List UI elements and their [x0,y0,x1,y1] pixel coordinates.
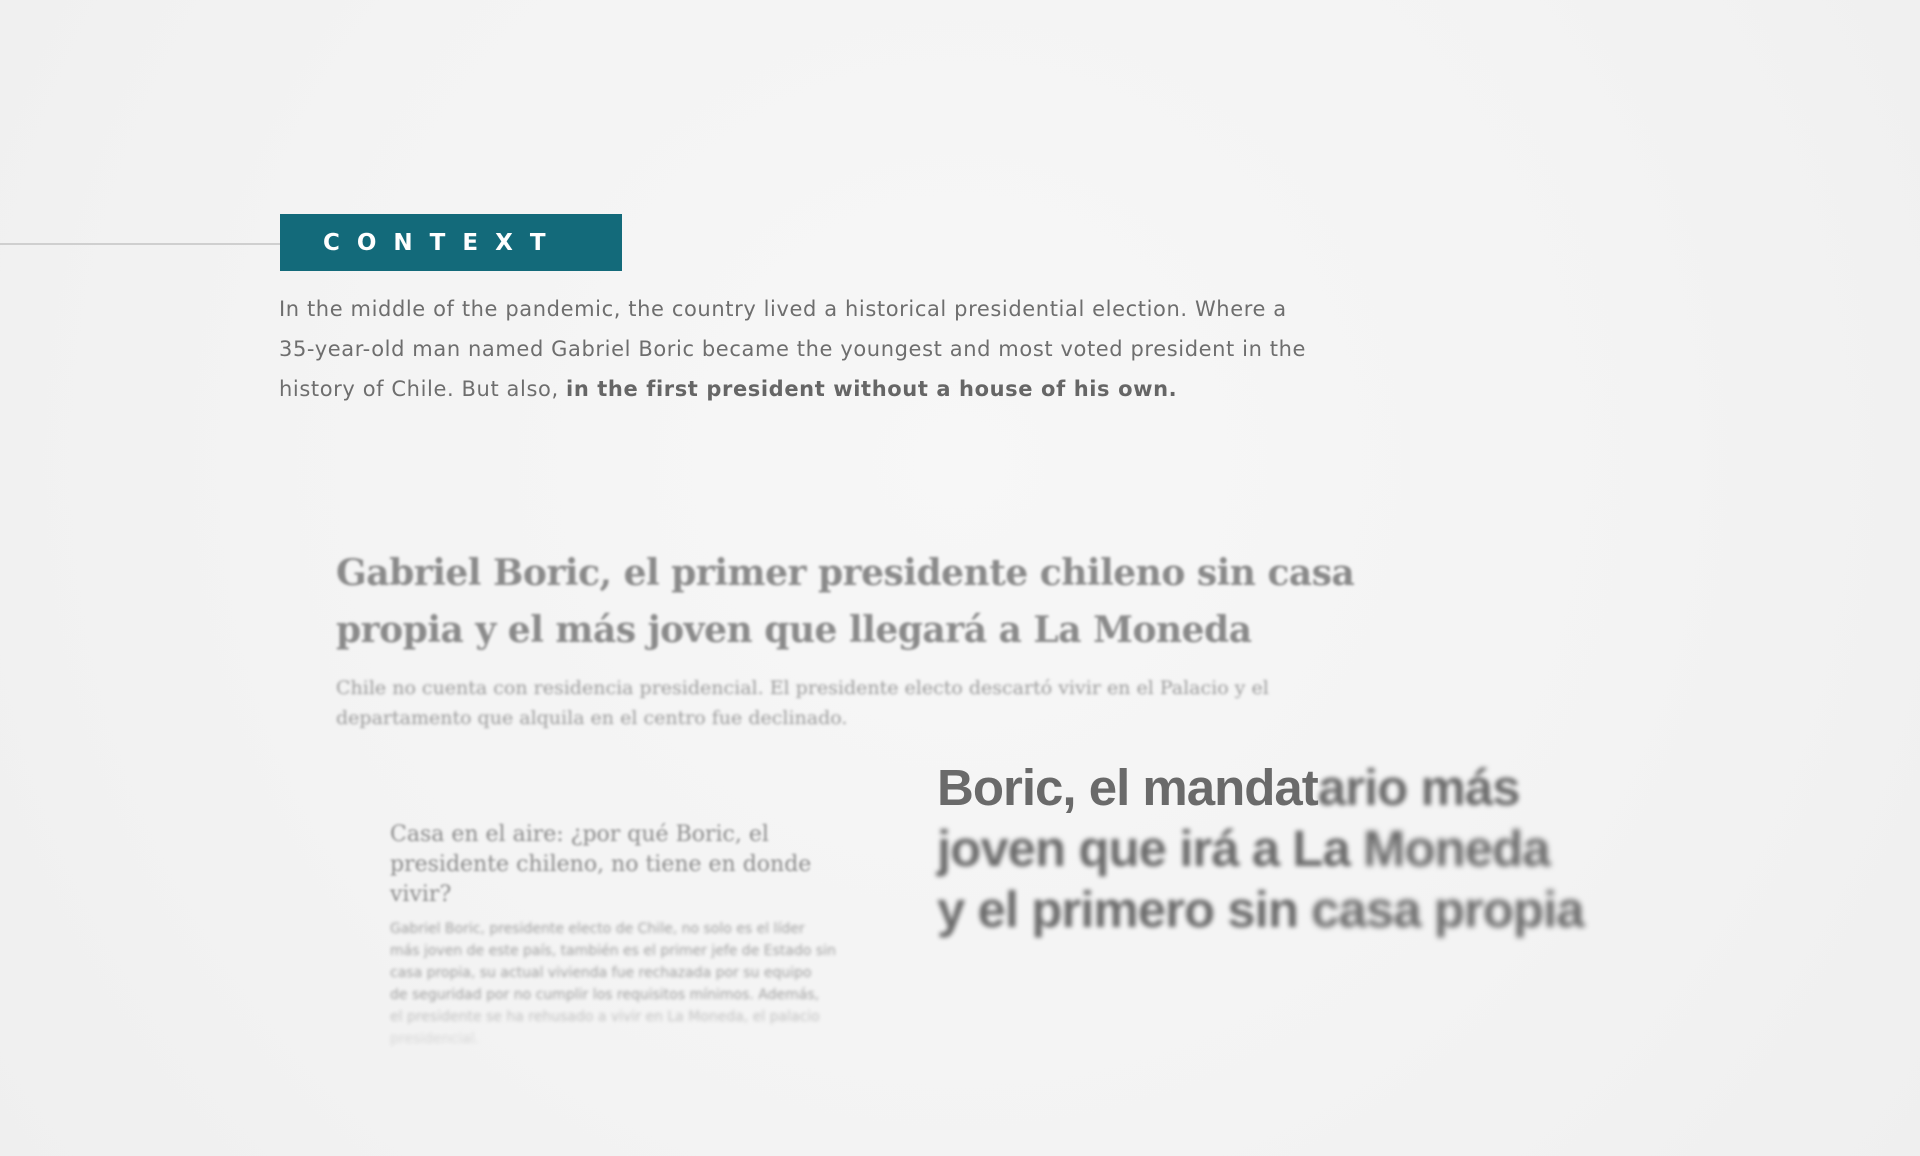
headline-3-text-blurred: y el primero sin [937,881,1312,938]
headline-3-text-blurred: joven que irá a La [937,820,1363,877]
headline-3-title-line [937,879,1737,940]
intro-line [279,369,1389,409]
headline-3-title-line [937,757,1737,818]
intro-line: In the middle of the pandemic, the country lived a historical presidential election. Where a [279,297,1287,321]
headline-clipping-2 [390,820,850,1050]
intro-line-plain: history of Chile. But also, [279,377,559,401]
context-label-box [280,214,622,271]
headline-clipping-3 [937,757,1737,940]
headline-1-subtitle [336,673,1316,733]
headline-1-subtitle-line: Chile no cuenta con residencia presidencial. El presidente electo descartó vivir en el Palacio y el [336,677,1269,699]
intro-line: 35-year-old man named Gabriel Boric became the youngest and most voted president in the [279,337,1307,361]
intro-paragraph [279,289,1389,409]
headline-clipping-1 [336,545,1355,733]
headline-2-title-line: vivir? [390,882,452,907]
headline-2-body [390,918,850,1050]
headline-2-body-line: presidencial. [390,1031,480,1047]
headline-1-title-line: propia y el más joven que llegará a La Moneda [336,609,1252,651]
headline-3-text-blurred: casa propia [1311,881,1584,938]
headline-2-body-line: más joven de este país, también es el primer jefe de Estado sin [390,943,836,959]
section-divider-line [0,243,282,245]
headline-3-title [937,757,1737,940]
headline-2-title-line: Casa en el aire: ¿por qué Boric, el [390,822,769,847]
headline-2-title-line: presidente chileno, no tiene en donde [390,852,812,877]
headline-2-body-line: Gabriel Boric, presidente electo de Chile, no solo es el líder [390,921,805,937]
headline-2-title [390,820,850,910]
headline-3-text-sharp: Boric, el mandat [937,759,1318,816]
headline-3-title-line [937,818,1737,879]
headline-2-body-line: casa propia, su actual vivienda fue rechazada por su equipo [390,965,812,981]
headline-2-body-line: de seguridad por no cumplir los requisitos mínimos. Además, [390,987,820,1003]
headline-1-title [336,545,1355,659]
headline-3-text-blurred: Moneda [1362,820,1550,877]
context-label: CONTEXT [323,229,563,256]
headline-1-title-line: Gabriel Boric, el primer presidente chileno sin casa [336,552,1355,594]
intro-line-bold: in the first president without a house of his own. [566,377,1178,401]
headline-3-text-blurred: ario más [1317,759,1520,816]
headline-2-body-line: el presidente se ha rehusado a vivir en La Moneda, el palacio [390,1009,820,1025]
headline-1-subtitle-line: departamento que alquila en el centro fue declinado. [336,707,848,729]
